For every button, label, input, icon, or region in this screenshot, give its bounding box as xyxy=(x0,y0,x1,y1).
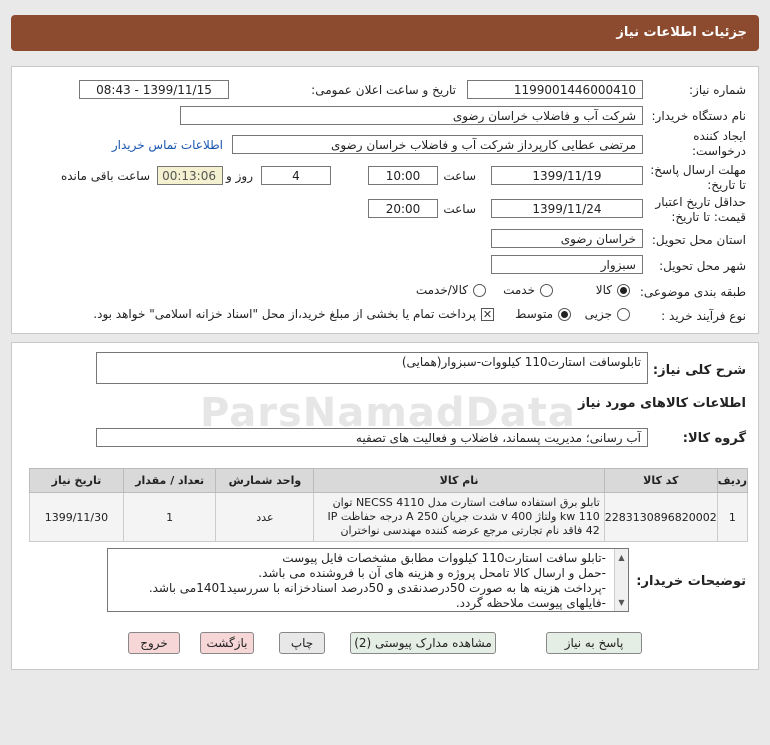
validity-time-field: 20:00 xyxy=(368,199,438,218)
treasury-checkbox[interactable]: ✕ xyxy=(482,308,493,321)
city-label: شهر محل تحویل: xyxy=(659,259,746,273)
cell-row: 1 xyxy=(717,493,747,542)
back-button[interactable]: بازگشت xyxy=(200,632,254,654)
reply-date-field: 1399/11/19 xyxy=(491,166,643,185)
general-desc-field: تابلوسافت استارت110 کیلووات-سبزوار(همایی) xyxy=(96,352,648,384)
buyer-contact-link[interactable]: اطلاعات تماس خریدار xyxy=(111,138,223,152)
creator-label: ایجاد کننده درخواست: xyxy=(692,129,746,158)
col-header-unit: واحد شمارش xyxy=(216,469,314,493)
items-panel xyxy=(11,342,759,670)
exit-button[interactable]: خروج xyxy=(128,632,180,654)
validity-date-field: 1399/11/24 xyxy=(491,199,643,218)
process-option-medium: متوسط xyxy=(515,307,553,321)
announce-label: تاریخ و ساعت اعلان عمومی: xyxy=(311,83,456,97)
reply-time-field: 10:00 xyxy=(368,166,438,185)
reply-button[interactable]: پاسخ به نیاز xyxy=(546,632,642,654)
table-row xyxy=(30,493,748,542)
col-header-name: نام کالا xyxy=(314,469,604,493)
category-label: طبقه بندی موضوعی: xyxy=(639,285,746,299)
process-option-minor: جزیی xyxy=(584,307,612,321)
col-header-qty: تعداد / مقدار xyxy=(123,469,216,493)
need-number-label: شماره نیاز: xyxy=(689,83,746,97)
validity-label: حداقل تاریخ اعتبار قیمت: تا تاریخ: xyxy=(655,195,746,224)
notes-line: -پرداخت هزینه ها به صورت 50درصدنقدی و 50درصد اسنادخزانه با سررسید1401می باشد. xyxy=(148,581,606,595)
process-label: نوع فرآیند خرید : xyxy=(661,309,746,323)
scroll-down-icon[interactable]: ▼ xyxy=(618,598,625,607)
page-title: جزئیات اطلاعات نیاز xyxy=(11,15,759,51)
general-desc-label: شرح کلی نیاز: xyxy=(652,363,746,378)
city-field: سبزوار xyxy=(491,255,643,274)
category-option-both: کالا/خدمت xyxy=(415,283,468,297)
cell-qty: 1 xyxy=(123,493,216,542)
col-header-date: تاریخ نیاز xyxy=(30,469,124,493)
print-button[interactable]: چاپ xyxy=(279,632,325,654)
cell-date: 1399/11/30 xyxy=(30,493,124,542)
days-label: روز و xyxy=(226,169,253,183)
notes-line: -حمل و ارسال کالا تامحل پروژه و هزینه های آن با فروشنده می باشد. xyxy=(258,566,606,580)
cell-unit: عدد xyxy=(216,493,314,542)
need-number-field: 1199001446000410 xyxy=(467,80,643,99)
validity-time-label: ساعت xyxy=(443,202,476,216)
watermark: ParsNamadData xyxy=(200,390,576,436)
category-option-service: خدمت xyxy=(503,283,535,297)
buyer-notes-box[interactable] xyxy=(107,548,629,612)
group-field: آب رسانی؛ مدیریت پسماند، فاضلاب و فعالیت های تصفیه xyxy=(96,428,648,447)
remaining-timer: 00:13:06 xyxy=(157,166,223,185)
announce-field: 1399/11/15 - 08:43 xyxy=(79,80,229,99)
category-option-goods: کالا xyxy=(595,283,612,297)
cell-code: 2283130896820002 xyxy=(604,493,717,542)
cell-name: تابلو برق استفاده سافت استارت مدل NECSS 4110 توان 110 kw ولتاژ 400 v شدت جریان 250 A درجه حفاظت IP 42 فاقد نام تجارتی مرجع عرضه کننده مهندسی نواختران xyxy=(314,493,604,542)
category-radio-goods[interactable] xyxy=(617,284,630,297)
category-radio-service[interactable] xyxy=(540,284,553,297)
buyer-org-field: شرکت آب و فاضلاب خراسان رضوی xyxy=(180,106,643,125)
col-header-row: ردیف xyxy=(717,469,747,493)
province-label: استان محل تحویل: xyxy=(651,233,746,247)
category-radio-both[interactable] xyxy=(473,284,486,297)
payment-note: پرداخت تمام یا بخشی از مبلغ خرید،از محل "اسناد خزانه اسلامی" خواهد بود. xyxy=(93,307,476,321)
notes-scrollbar[interactable] xyxy=(614,549,628,611)
province-field: خراسان رضوی xyxy=(491,229,643,248)
notes-label: توضیحات خریدار: xyxy=(636,574,746,589)
group-label: گروه کالا: xyxy=(682,431,746,446)
need-details-panel xyxy=(11,66,759,334)
items-table xyxy=(29,468,748,542)
col-header-code: کد کالا xyxy=(604,469,717,493)
process-radio-minor[interactable] xyxy=(617,308,630,321)
process-radio-medium[interactable] xyxy=(558,308,571,321)
reply-deadline-label: مهلت ارسال پاسخ: تا تاریخ: xyxy=(650,163,746,192)
items-heading: اطلاعات کالاهای مورد نیاز xyxy=(578,396,746,411)
buyer-org-label: نام دستگاه خریدار: xyxy=(651,109,746,123)
creator-field: مرتضی عطایی کارپرداز شرکت آب و فاضلاب خراسان رضوی xyxy=(232,135,643,154)
scroll-up-icon[interactable]: ▲ xyxy=(618,553,625,562)
notes-line: -فایلهای پیوست ملاحظه گردد. xyxy=(455,596,606,610)
reply-time-label: ساعت xyxy=(443,169,476,183)
remaining-label: ساعت باقی مانده xyxy=(60,169,150,183)
notes-line: -تابلو سافت استارت110 کیلووات مطابق مشخصات فایل پیوست xyxy=(282,551,606,565)
attachments-button[interactable]: مشاهده مدارک پیوستی (2) xyxy=(350,632,496,654)
days-field: 4 xyxy=(261,166,331,185)
